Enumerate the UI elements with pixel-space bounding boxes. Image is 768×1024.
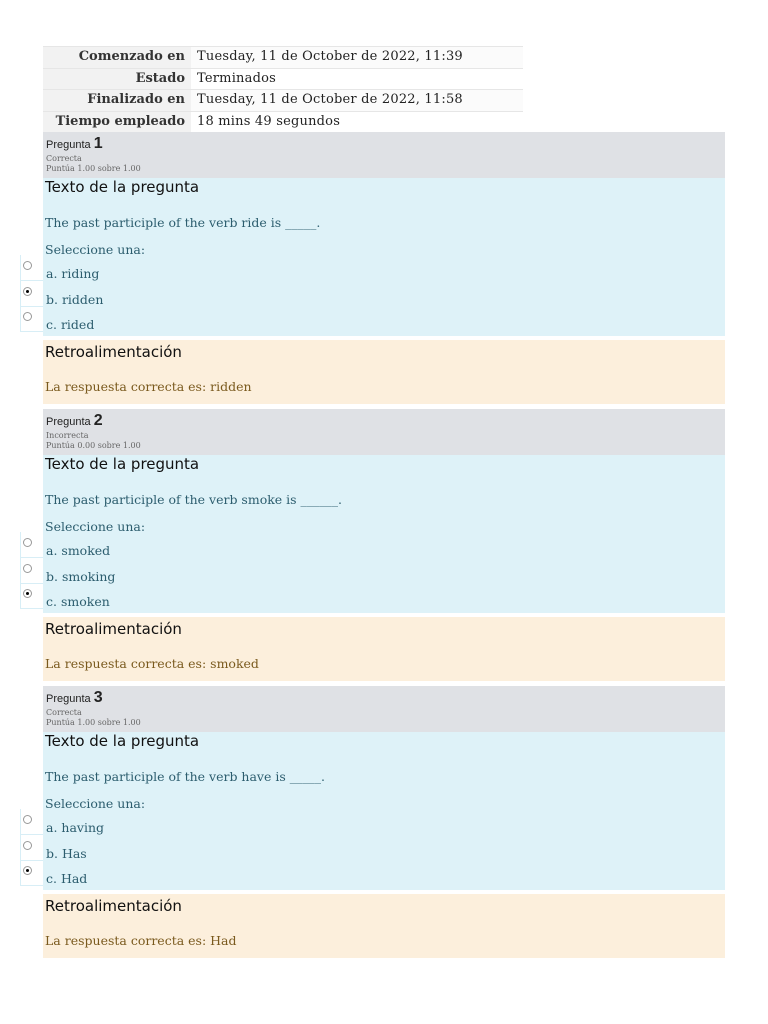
- feedback-title: Retroalimentación: [45, 343, 182, 361]
- question-number: [46, 135, 103, 153]
- radio-button-checked[interactable]: [23, 589, 32, 598]
- answer-option[interactable]: [43, 567, 725, 593]
- answer-option[interactable]: [43, 541, 725, 567]
- question-formulation: [43, 732, 725, 890]
- question-info: [43, 132, 725, 178]
- answer-option[interactable]: [43, 264, 725, 290]
- select-one-prompt: Seleccione una:: [45, 519, 146, 534]
- question-number-value: 1: [93, 135, 103, 152]
- attempt-summary-table: [43, 46, 523, 133]
- summary-value: Terminados: [191, 68, 523, 90]
- feedback-section: [43, 617, 725, 681]
- summary-value: Tuesday, 11 de October de 2022, 11:58: [191, 90, 523, 112]
- answer-option[interactable]: [43, 818, 725, 844]
- question-text-title: Texto de la pregunta: [45, 732, 200, 750]
- summary-row: [43, 111, 523, 133]
- summary-label: Tiempo empleado: [43, 111, 191, 133]
- answer-label[interactable]: a. smoked: [46, 543, 111, 558]
- question-number: [46, 689, 103, 707]
- radio-button[interactable]: [23, 538, 32, 547]
- answer-label[interactable]: c. rided: [46, 317, 95, 332]
- feedback-text: La respuesta correcta es: ridden: [45, 379, 252, 394]
- question-number-value: 2: [93, 412, 103, 429]
- summary-value: Tuesday, 11 de October de 2022, 11:39: [191, 47, 523, 69]
- question-1: [43, 132, 725, 404]
- summary-value: 18 mins 49 segundos: [191, 111, 523, 133]
- feedback-title: Retroalimentación: [45, 897, 182, 915]
- summary-label: Comenzado en: [43, 47, 191, 69]
- question-text-title: Texto de la pregunta: [45, 178, 200, 196]
- question-state: Correcta: [46, 154, 82, 163]
- question-number-value: 3: [93, 689, 103, 706]
- summary-label: Finalizado en: [43, 90, 191, 112]
- question-2: [43, 409, 725, 681]
- feedback-section: [43, 340, 725, 404]
- question-formulation: [43, 455, 725, 613]
- summary-label: Estado: [43, 68, 191, 90]
- answer-option[interactable]: [43, 290, 725, 316]
- radio-button-checked[interactable]: [23, 287, 32, 296]
- question-text: The past participle of the verb have is _____.: [45, 769, 325, 784]
- summary-row: [43, 90, 523, 112]
- answer-label[interactable]: b. smoking: [46, 569, 116, 584]
- select-one-prompt: Seleccione una:: [45, 796, 146, 811]
- feedback-title: Retroalimentación: [45, 620, 182, 638]
- question-word: Pregunta: [46, 693, 91, 705]
- radio-button[interactable]: [23, 261, 32, 270]
- answer-label[interactable]: a. riding: [46, 266, 100, 281]
- answer-label[interactable]: c. smoken: [46, 594, 110, 609]
- feedback-text: La respuesta correcta es: Had: [45, 933, 237, 948]
- question-info: [43, 686, 725, 732]
- question-grade: Puntúa 0.00 sobre 1.00: [46, 441, 141, 450]
- question-state: Incorrecta: [46, 431, 89, 440]
- radio-button[interactable]: [23, 815, 32, 824]
- question-grade: Puntúa 1.00 sobre 1.00: [46, 164, 141, 173]
- question-formulation: [43, 178, 725, 336]
- question-state: Correcta: [46, 708, 82, 717]
- feedback-text: La respuesta correcta es: smoked: [45, 656, 259, 671]
- summary-row: [43, 68, 523, 90]
- question-3: [43, 686, 725, 958]
- question-info: [43, 409, 725, 455]
- question-word: Pregunta: [46, 416, 91, 428]
- feedback-section: [43, 894, 725, 958]
- answer-label[interactable]: c. Had: [46, 871, 88, 886]
- answer-label[interactable]: b. ridden: [46, 292, 104, 307]
- question-grade: Puntúa 1.00 sobre 1.00: [46, 718, 141, 727]
- select-one-prompt: Seleccione una:: [45, 242, 146, 257]
- question-text: The past participle of the verb smoke is ______.: [45, 492, 343, 507]
- question-text: The past participle of the verb ride is _____.: [45, 215, 321, 230]
- answer-option[interactable]: [43, 315, 725, 341]
- answer-label[interactable]: b. Has: [46, 846, 87, 861]
- summary-row: [43, 47, 523, 69]
- question-text-title: Texto de la pregunta: [45, 455, 200, 473]
- answer-option[interactable]: [43, 869, 725, 895]
- question-word: Pregunta: [46, 139, 91, 151]
- question-number: [46, 412, 103, 430]
- answer-option[interactable]: [43, 844, 725, 870]
- radio-button[interactable]: [23, 841, 32, 850]
- answer-label[interactable]: a. having: [46, 820, 105, 835]
- radio-button[interactable]: [23, 564, 32, 573]
- answer-option[interactable]: [43, 592, 725, 618]
- radio-button[interactable]: [23, 312, 32, 321]
- radio-button-checked[interactable]: [23, 866, 32, 875]
